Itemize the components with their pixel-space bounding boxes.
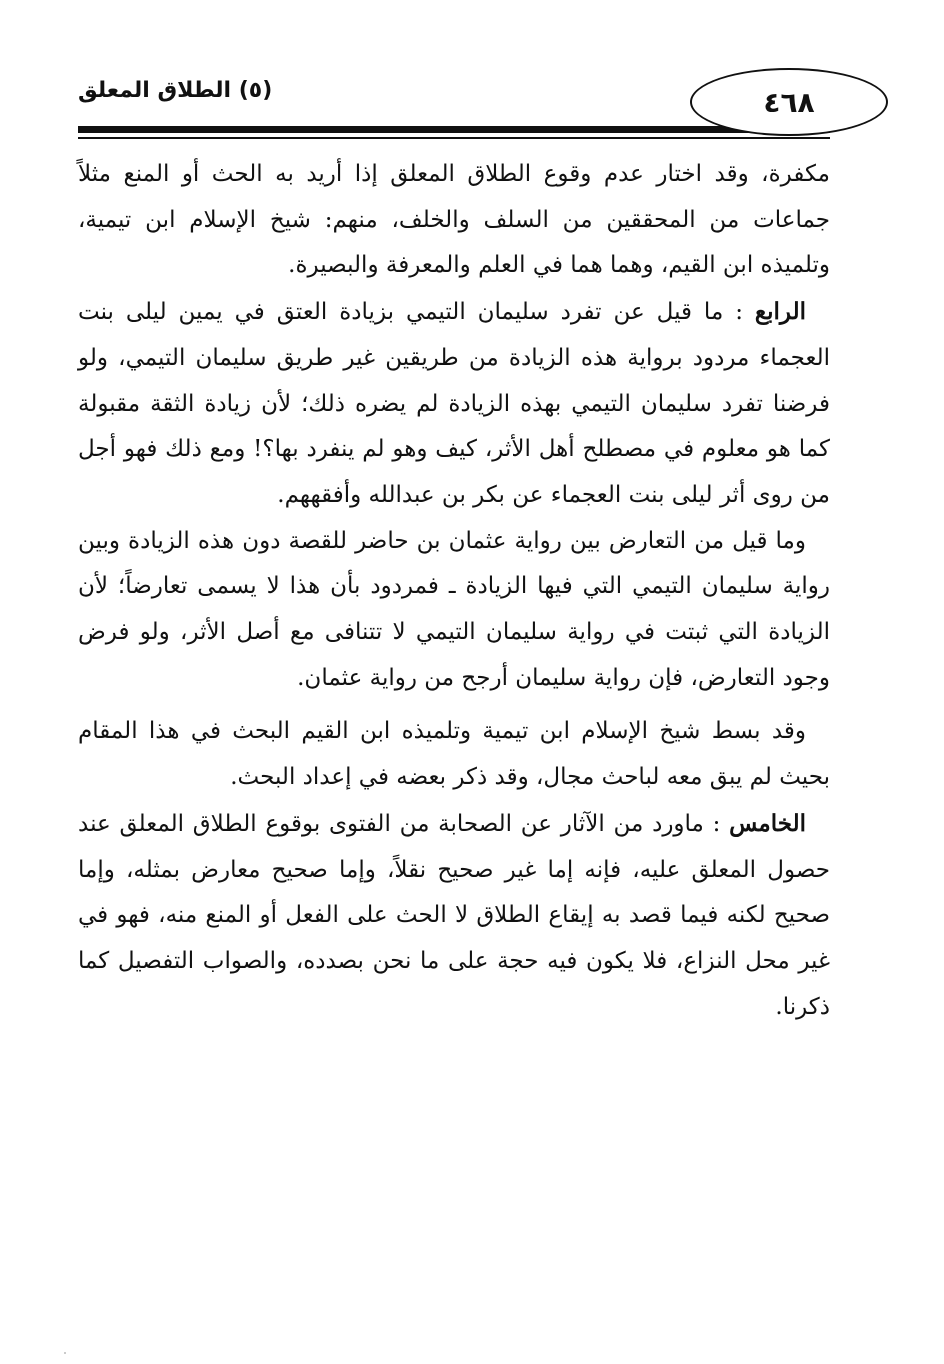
paragraph-text: وما قيل من التعارض بين رواية عثمان بن حاضر للقصة دون هذه الزيادة وبين رواية سليمان التيمي التي فيها الزيادة ـ فمردود بأن هذا لا يسمى تعارضاً؛ لأن الزيادة التي ثبتت في رواية سليمان التيمي لا تتنافى مع أصل الأثر، ولو فرض وجود التعارض، فإن رواية سليمان أرجح من رواية عثمان. bbox=[78, 527, 830, 691]
page-header bbox=[78, 60, 830, 150]
paragraph-text: : ما قيل عن تفرد سليمان التيمي بزيادة العتق في يمين ليلى بنت العجماء مردود برواية هذه الزيادة من طريقين غير طريق سليمان التيمي، ولو فرضنا تفرد سليمان التيمي بهذه الزيادة لم يضره ذلك؛ لأن زيادة الثقة مقبولة كما هو معلوم في مصطلح أهل الأثر، كيف وهو لم ينفرد بها؟! ومع ذلك فهو أجل من روى أثر ليلى بنت العجماء عن بكر بن عبدالله وأفقههم. bbox=[78, 299, 830, 508]
paragraph-lead-fifth: الخامس bbox=[729, 809, 806, 837]
paragraph-text: مكفرة، وقد اختار عدم وقوع الطلاق المعلق إذا أريد به الحث أو المنع مثلاً جماعات من المحققين من السلف والخلف، منهم: شيخ الإسلام ابن تيمية، وتلميذه ابن القيم، وهما هما في العلم والمعرفة والبصيرة. bbox=[78, 161, 830, 279]
body-text bbox=[78, 152, 830, 1030]
header-rule-thin bbox=[78, 137, 830, 139]
page-number-oval bbox=[690, 68, 888, 136]
paragraph-text: وقد بسط شيخ الإسلام ابن تيمية وتلميذه ابن القيم البحث في هذا المقام بحيث لم يبق معه لباحث مجال، وقد ذكر بعضه في إعداد البحث. bbox=[78, 718, 830, 791]
paragraph-continuation bbox=[78, 152, 830, 289]
paragraph-fourth bbox=[78, 289, 830, 519]
paragraph-elaboration bbox=[78, 709, 830, 800]
running-title: (٥) الطلاق المعلق bbox=[78, 78, 273, 103]
paragraph-lead-fourth: الرابع bbox=[754, 298, 807, 326]
scan-speck bbox=[64, 1352, 66, 1354]
paragraph-text: : ماورد من الآثار عن الصحابة من الفتوى بوقوع الطلاق المعلق عند حصول المعلق عليه، فإنه إما غير صحيح نقلاً، وإما صحيح معارض بمثله، وإما صحيح لكنه فيما قصد به إيقاع الطلاق لا الحث على الفعل أو المنع منه، فهو في غير محل النزاع، فلا يكون فيه حجة على ما نحن بصدده، والصواب التفصيل كما ذكرنا. bbox=[78, 810, 830, 1020]
header-rule-thick bbox=[78, 126, 830, 133]
paragraph-fifth bbox=[78, 801, 830, 1031]
page-number: ٤٦٨ bbox=[763, 85, 815, 119]
paragraph-contradiction bbox=[78, 519, 830, 702]
